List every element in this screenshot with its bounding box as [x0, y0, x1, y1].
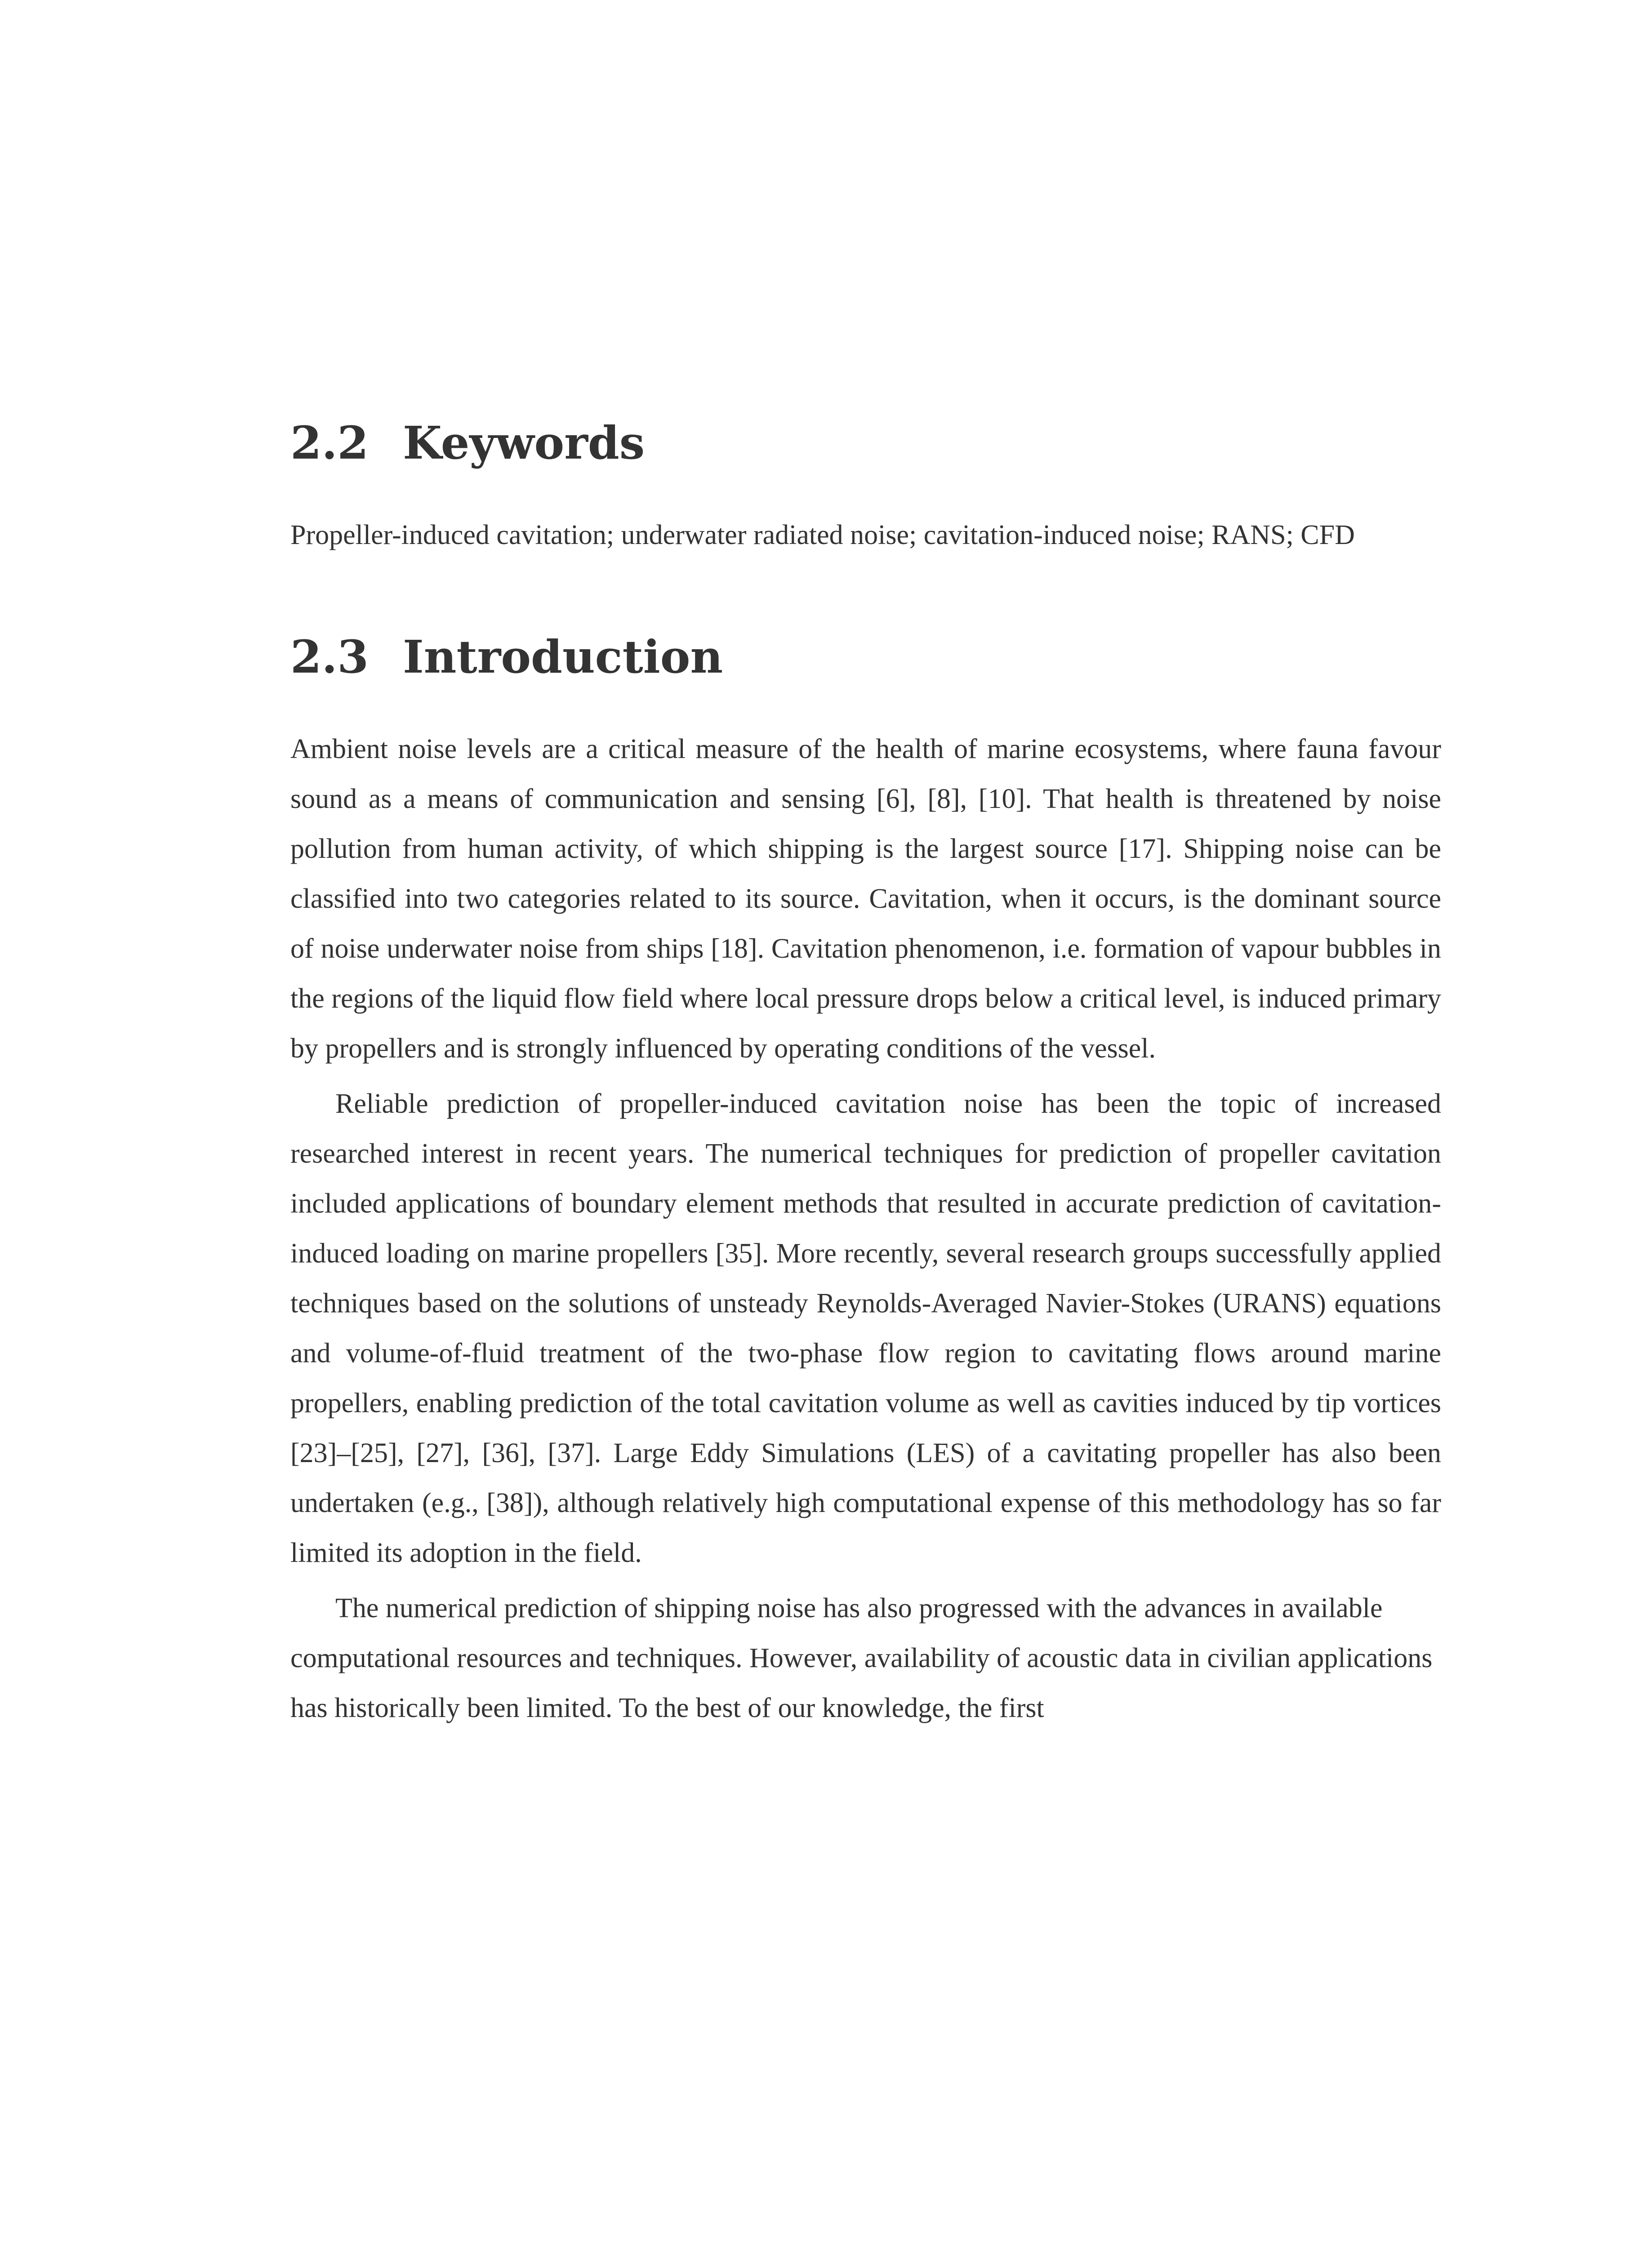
intro-paragraph-3: The numerical prediction of shipping noise has also progressed with the advances in available computational resources and techniques. However, availability of acoustic data in civilian applications has historically been limited. To the best of our knowledge, the first [290, 1593, 1433, 1723]
section-number: 2.3 [290, 630, 369, 683]
keywords-text: Propeller-induced cavitation; underwater radiated noise; cavitation-induced noise; RANS; CFD [290, 520, 1355, 550]
section-heading-keywords [290, 418, 1441, 468]
section-heading-introduction [290, 632, 1441, 682]
section-number: 2.2 [290, 416, 369, 469]
section-title: Introduction [403, 630, 723, 683]
section-title: Keywords [403, 416, 645, 469]
intro-paragraph-2: Reliable prediction of propeller-induced cavitation noise has been the topic of increased researched interest in recent years. The numerical techniques for prediction of propeller cavitation included applications of boundary element methods that resulted in accurate prediction of cavitation-induced loading on marine propellers [35]. More recently, several research groups successfully applied techniques based on the solutions of unsteady Reynolds-Averaged Navier-Stokes (URANS) equations and volume-of-fluid treatment of the two-phase flow region to cavitating flows around marine propellers, enabling prediction of the total cavitation volume as well as cavities induced by tip vortices [23]–[25], [27], [36], [37]. Large Eddy Simulations (LES) of a cavitating propeller has also been undertaken (e.g., [38]), although relatively high computational expense of this methodology has so far limited its adoption in the field. [290, 1088, 1441, 1568]
page-content [290, 405, 1441, 1733]
intro-paragraph-1: Ambient noise levels are a critical measure of the health of marine ecosystems, where fauna favour sound as a means of communication and sensing [6], [8], [10]. That health is threatened by noise pollution from human activity, of which shipping is the largest source [17]. Shipping noise can be classified into two categories related to its source. Cavitation, when it occurs, is the dominant source of noise underwater noise from ships [18]. Cavitation phenomenon, i.e. formation of vapour bubbles in the regions of the liquid flow field where local pressure drops below a critical level, is induced primary by propellers and is strongly influenced by operating conditions of the vessel. [290, 734, 1441, 1064]
